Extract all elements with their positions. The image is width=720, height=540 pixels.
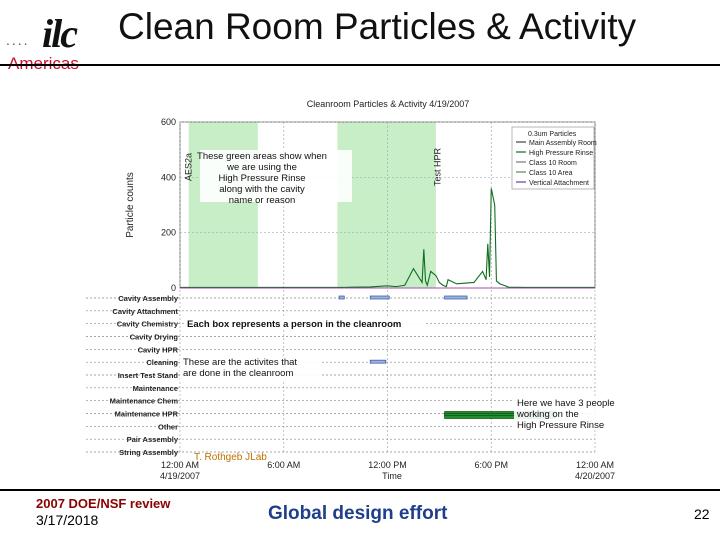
footer-center: Global design effort — [268, 503, 448, 524]
legend-entry: Vertical Attachment — [529, 180, 589, 187]
legend-entry: Class 10 Room — [529, 160, 577, 167]
x-tick-label: 6:00 AM — [267, 460, 301, 470]
legend-title: 0.3um Particles — [528, 131, 577, 138]
legend-entry: Class 10 Area — [529, 170, 573, 177]
annotation-text-green: These green areas show when — [197, 151, 327, 162]
y-axis-label: Particle counts — [125, 172, 136, 238]
annotation-text-green: High Pressure Rinse — [218, 173, 306, 184]
annotation-text-activities: These are the activites that — [183, 357, 298, 368]
annotation-text-people: working on the — [517, 409, 579, 420]
y-tick-label: 0 — [170, 283, 176, 293]
activity-row-label: Pair Assembly — [126, 435, 178, 445]
vertical-marker-label: Test HPR — [432, 147, 443, 187]
activity-row-label: Cavity Chemistry — [116, 319, 178, 329]
annotation-text-box: Each box represents a person in the cleanroom — [187, 319, 402, 330]
vertical-marker-label: AES2a — [183, 152, 194, 182]
annotation-text-green: along with the cavity — [219, 184, 305, 195]
activity-row-label: Maintenance — [132, 383, 178, 393]
activity-row-label: String Assembly — [119, 448, 178, 457]
x-axis-label: Time — [382, 471, 402, 481]
activity-row-label: Cavity Assembly — [118, 294, 178, 303]
activity-person-box — [339, 296, 344, 299]
activity-person-box — [370, 296, 389, 299]
footer-review: 2007 DOE/NSF review — [36, 496, 171, 511]
credit-label: T. Rothgeb JLab — [194, 452, 267, 463]
footer-rule — [0, 489, 720, 491]
activity-row-label: Cavity HPR — [137, 345, 178, 355]
activity-row-label: Cleaning — [146, 358, 178, 368]
y-tick-label: 200 — [160, 227, 176, 238]
annotation-text-people: High Pressure Rinse — [517, 420, 605, 431]
page-number: 22 — [694, 506, 710, 522]
y-tick-label: 600 — [160, 117, 176, 127]
slide-title: Clean Room Particles & Activity — [118, 6, 637, 47]
logo-dots: .... — [6, 32, 30, 48]
x-tick-label: 12:00 PM — [368, 460, 407, 470]
annotation-text-green: we are using the — [227, 162, 297, 173]
y-tick-label: 400 — [160, 172, 176, 183]
legend-entry: High Pressure Rinse — [529, 150, 594, 157]
chart-title: Cleanroom Particles & Activity 4/19/2007 — [306, 99, 470, 109]
x-tick-date-label: 4/20/2007 — [574, 471, 616, 481]
annotation-text-activities: are done in the cleanroom — [183, 368, 294, 379]
x-tick-label: 6:00 PM — [474, 460, 509, 470]
annotation-text-green: name or reason — [228, 195, 296, 206]
activity-row-label: Maintenance Chem — [109, 396, 178, 406]
activity-row-label: Other — [157, 422, 178, 432]
hpr-green-area — [337, 122, 436, 288]
activity-row-label: Maintenance HPR — [114, 409, 178, 419]
activity-row-label: Cavity Attachment — [112, 306, 178, 316]
annotation-text-people: Here we have 3 people — [517, 398, 615, 409]
activity-person-box — [370, 360, 386, 363]
logo-ilc-text: ilc — [42, 11, 76, 56]
x-tick-date-label: 4/19/2007 — [159, 471, 201, 481]
activity-row-label: Insert Test Stand — [117, 371, 178, 380]
x-tick-label: 12:00 AM — [160, 460, 200, 470]
activity-row-label: Cavity Drying — [129, 332, 178, 342]
activity-person-box — [445, 296, 467, 299]
x-tick-label: 12:00 AM — [575, 460, 615, 470]
footer-date: 3/17/2018 — [36, 512, 99, 528]
legend-entry: Main Assembly Room — [529, 140, 597, 147]
